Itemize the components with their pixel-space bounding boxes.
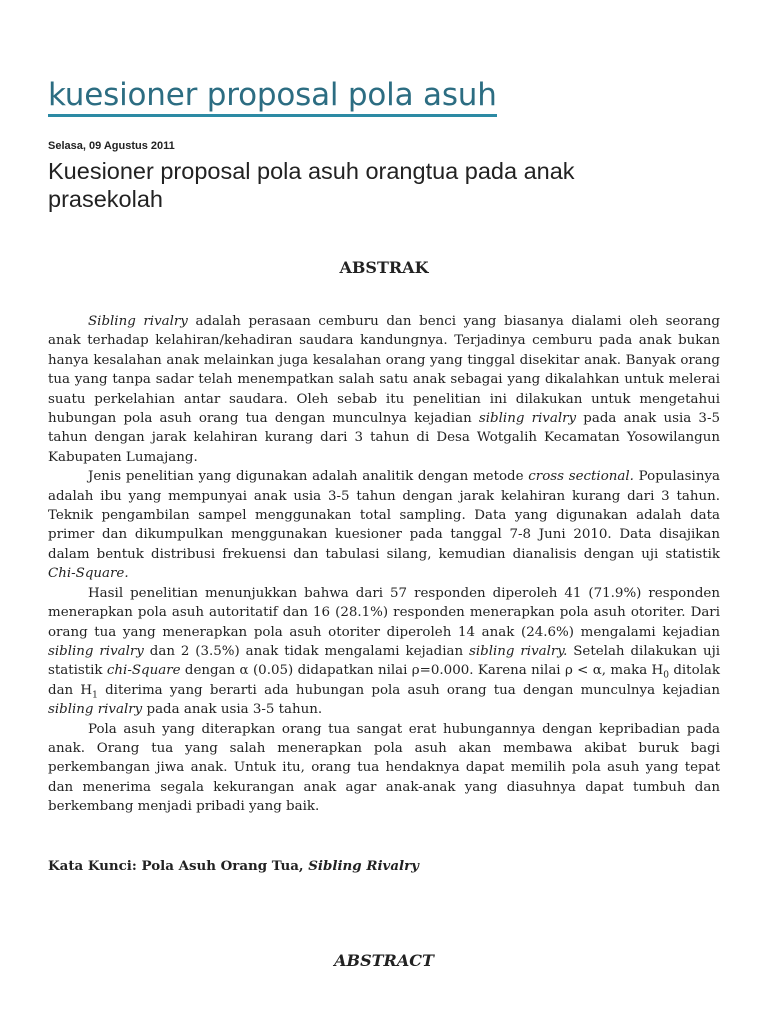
term-chi-square: chi-Square <box>106 663 181 679</box>
term-cross-sectional: cross sectional. <box>528 469 634 485</box>
abstract-heading: ABSTRACT <box>334 951 434 970</box>
term-sibling-rivalry: sibling rivalry <box>478 411 577 427</box>
keywords <box>48 857 720 875</box>
term-chi-square: Chi-Square. <box>48 566 129 582</box>
blog-page <box>48 0 721 970</box>
text-span: dan 2 (3.5%) anak tidak mengalami kejadian <box>143 643 469 659</box>
text-span: Populasinya adalah ibu yang mempunyai anak usia 3-5 tahun dengan jarak kelahiran kurang dari 3 tahun. Teknik pengambilan sampel menggunakan total sampling. Data yang digunakan adalah data primer dan dikumpulkan menggunakan kuesioner pada tanggal 7-8 Juni 2010. Data disajikan dalam bentuk distribusi frekuensi dan tabulasi silang, kemudian dianalisis dengan uji statistik <box>48 469 720 562</box>
term-sibling-rivalry: sibling rivalry <box>48 643 144 659</box>
paragraph-3 <box>48 584 720 720</box>
text-span: Hasil penelitian menunjukkan bahwa dari 57 responden diperoleh 41 (71.9%) responden menerapkan pola asuh autoritatif dan 16 (28.1%) responden menerapkan pola asuh otoriter. Dari orang tua yang menerapkan pola asuh otoriter diperoleh 14 anak (24.6%) mengalami kejadian <box>48 585 720 640</box>
text-span: pada anak usia 3-5 tahun dengan jarak kelahiran kurang dari 3 tahun di Desa Wotgalih Kecamatan Yosowilangun Kabupaten Lumajang. <box>48 411 720 465</box>
blog-title-link[interactable]: kuesioner proposal pola asuh <box>48 76 497 117</box>
text-span: dengan α (0.05) didapatkan nilai ρ=0.000. Karena nilai ρ < α, maka H <box>180 663 664 679</box>
text-span: pada anak usia 3-5 tahun. <box>142 702 323 718</box>
keywords-label: Kata Kunci: Pola Asuh Orang Tua, <box>48 858 309 874</box>
text-span: diterima yang berarti ada hubungan pola asuh orang tua dengan munculnya kejadian <box>97 682 720 698</box>
paragraph-2 <box>48 467 720 583</box>
post-date: Selasa, 09 Agustus 2011 <box>48 140 175 152</box>
term-sibling-rivalry: sibling rivalry. <box>469 643 568 659</box>
text-span: Jenis penelitian yang digunakan adalah analitik dengan metode <box>88 469 529 485</box>
paragraph-1 <box>48 312 720 467</box>
abstrak-heading: ABSTRAK <box>339 258 429 277</box>
abstrak-body <box>48 312 720 817</box>
subscript-one: 1 <box>92 690 98 701</box>
post-title: Kuesioner proposal pola asuh orangtua pada anak prasekolah <box>48 158 575 212</box>
subscript-zero: 0 <box>663 670 669 681</box>
keywords-italic: Sibling Rivalry <box>308 858 419 874</box>
term-sibling-rivalry: sibling rivalry <box>48 702 143 718</box>
text-span: adalah perasaan cemburu dan benci yang biasanya dialami oleh seorang anak terhadap kelahiran/kehadiran saudara kandungnya. Terjadinya cemburu pada anak bukan hanya kesalahan anak melainkan juga kesalahan orang yang tinggal disekitar anak. Banyak orang tua yang tanpa sadar telah menempatkan salah satu anak sebagai yang dikalahkan untuk melerai suatu perkelahian antar saudara. Oleh sebab itu penelitian ini dilakukan untuk mengetahui hubungan pola asuh orang tua dengan munculnya kejadian <box>48 314 721 427</box>
paragraph-4: Pola asuh yang diterapkan orang tua sangat erat hubungannya dengan kepribadian pada anak. Orang tua yang salah menerapkan pola asuh akan membawa akibat buruk bagi perkembangan jiwa anak. Untuk itu, orang tua hendaknya dapat memilih pola asuh yang tepat dan menerima segala kekurangan anak agar anak-anak yang diasuhnya dapat tumbuh dan berkembang menjadi pribadi yang baik. <box>48 721 720 815</box>
text-span: Setelah dilakukan uji statistik <box>48 643 721 679</box>
term-sibling-rivalry: Sibling rivalry <box>88 314 188 329</box>
text-span: ditolak dan H <box>48 663 721 698</box>
